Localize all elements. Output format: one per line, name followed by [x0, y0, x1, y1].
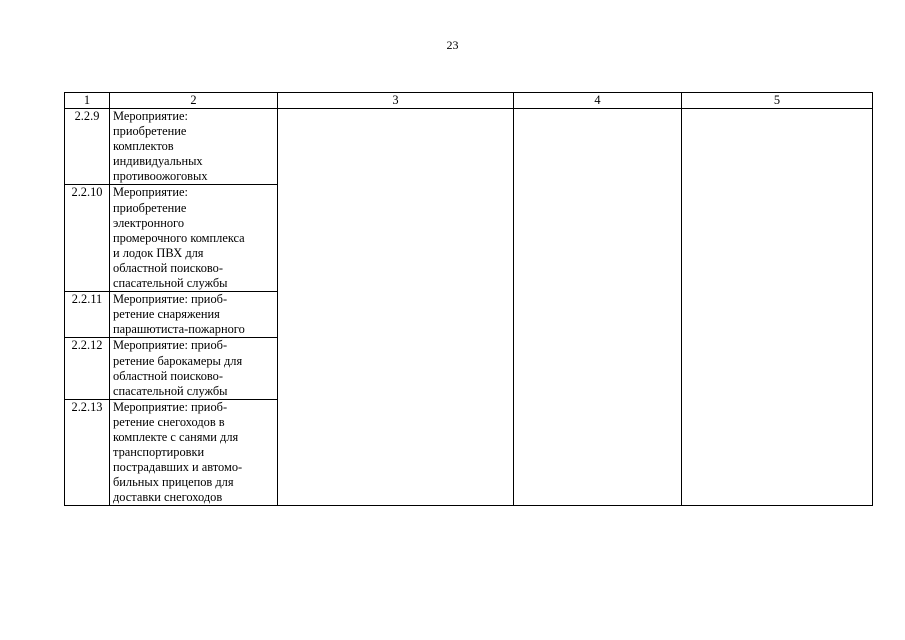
empty-cell-col5 — [682, 338, 873, 399]
table-row — [65, 185, 873, 292]
empty-cell-col3 — [278, 185, 514, 292]
row-number: 2.2.9 — [65, 109, 110, 185]
table-header-row — [65, 93, 873, 109]
empty-cell-col5 — [682, 185, 873, 292]
empty-cell-col3 — [278, 399, 514, 506]
empty-cell-col4 — [514, 109, 682, 185]
empty-cell-col4 — [514, 399, 682, 506]
column-header-3: 3 — [278, 93, 514, 109]
empty-cell-col3 — [278, 338, 514, 399]
empty-cell-col4 — [514, 185, 682, 292]
table-row — [65, 399, 873, 506]
empty-cell-col5 — [682, 109, 873, 185]
row-number: 2.2.13 — [65, 399, 110, 506]
column-header-2: 2 — [110, 93, 278, 109]
table-row — [65, 292, 873, 338]
empty-cell-col5 — [682, 292, 873, 338]
row-description: Мероприятие: приоб- ретение снаряжения парашютиста-пожарного — [110, 292, 278, 338]
row-description: Мероприятие: приоб- ретение барокамеры для областной поисково- спасательной службы — [110, 338, 278, 399]
empty-cell-col5 — [682, 399, 873, 506]
row-description: Мероприятие: приобретение электронного промерочного комплекса и лодок ПВХ для областной поисково- спасательной службы — [110, 185, 278, 292]
row-number: 2.2.10 — [65, 185, 110, 292]
table-row — [65, 109, 873, 185]
row-number: 2.2.11 — [65, 292, 110, 338]
program-table — [64, 92, 873, 506]
empty-cell-col3 — [278, 109, 514, 185]
page-number: 23 — [446, 38, 459, 52]
row-description: Мероприятие: приобретение комплектов индивидуальных противоожоговых — [110, 109, 278, 185]
empty-cell-col3 — [278, 292, 514, 338]
table-row — [65, 338, 873, 399]
empty-cell-col4 — [514, 338, 682, 399]
column-header-1: 1 — [65, 93, 110, 109]
column-header-4: 4 — [514, 93, 682, 109]
row-description: Мероприятие: приоб- ретение снегоходов в комплекте с санями для транспортировки пострадавших и автомо- бильных прицепов для доставки снегоходов — [110, 399, 278, 506]
row-number: 2.2.12 — [65, 338, 110, 399]
empty-cell-col4 — [514, 292, 682, 338]
column-header-5: 5 — [682, 93, 873, 109]
